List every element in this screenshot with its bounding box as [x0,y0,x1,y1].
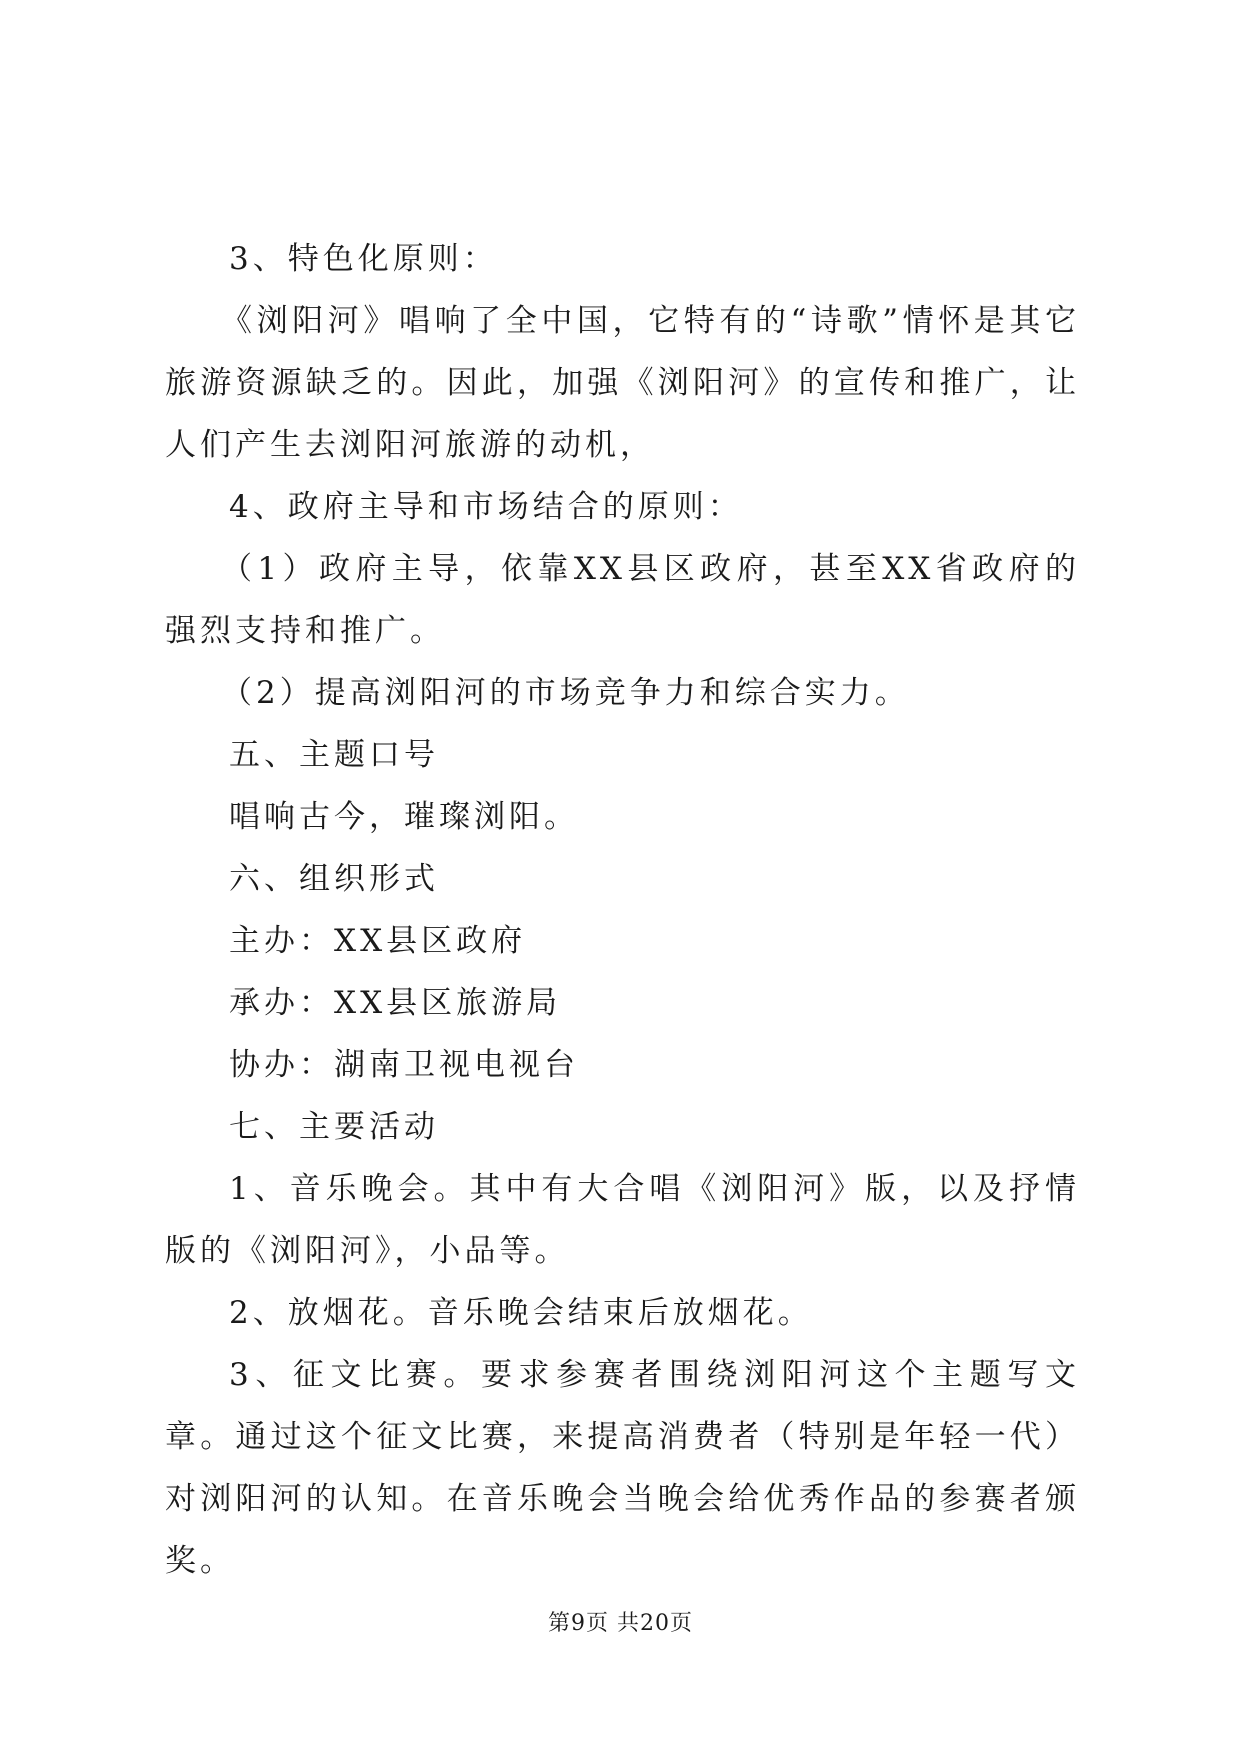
paragraph-principle-4-item-2: （2）提高浏阳河的市场竞争力和综合实力。 [221,675,910,711]
section-heading-activities: 七、主要活动 [229,1109,439,1145]
paragraph-activity-3: 3、征文比赛。要求参赛者围绕浏阳河这个主题写文章。通过这个征文比赛，来提高消费者（特别是年轻一代）对浏阳河的认知。在音乐晚会当晚会给优秀作品的参赛者颁奖。 [165,1357,1080,1579]
paragraph-principle-4-item-1: （1）政府主导，依靠XX县区政府，甚至XX省政府的强烈支持和推广。 [165,551,1080,649]
paragraph-principle-3-body: 《浏阳河》唱响了全中国，它特有的“诗歌”情怀是其它旅游资源缺乏的。因此，加强《浏阳河》的宣传和推广，让人们产生去浏阳河旅游的动机， [165,303,1080,463]
page-number-footer: 第9页 共20页 [548,1611,693,1636]
section-heading-slogan: 五、主题口号 [229,737,439,773]
paragraph-activity-2: 2、放烟花。音乐晚会结束后放烟花。 [229,1295,813,1331]
paragraph-slogan: 唱响古今，璀璨浏阳。 [229,799,579,835]
paragraph-host: 主办：XX县区政府 [229,923,527,959]
paragraph-activity-1: 1、音乐晚会。其中有大合唱《浏阳河》版，以及抒情版的《浏阳河》，小品等。 [165,1171,1080,1269]
document-body [165,228,1080,1592]
paragraph-organizer: 承办：XX县区旅游局 [229,985,562,1021]
paragraph-principle-3-heading: 3、特色化原则： [229,241,498,277]
paragraph-co-organizer: 协办：湖南卫视电视台 [229,1047,579,1083]
section-heading-organization: 六、组织形式 [229,861,439,897]
paragraph-principle-4-heading: 4、政府主导和市场结合的原则： [229,489,743,525]
